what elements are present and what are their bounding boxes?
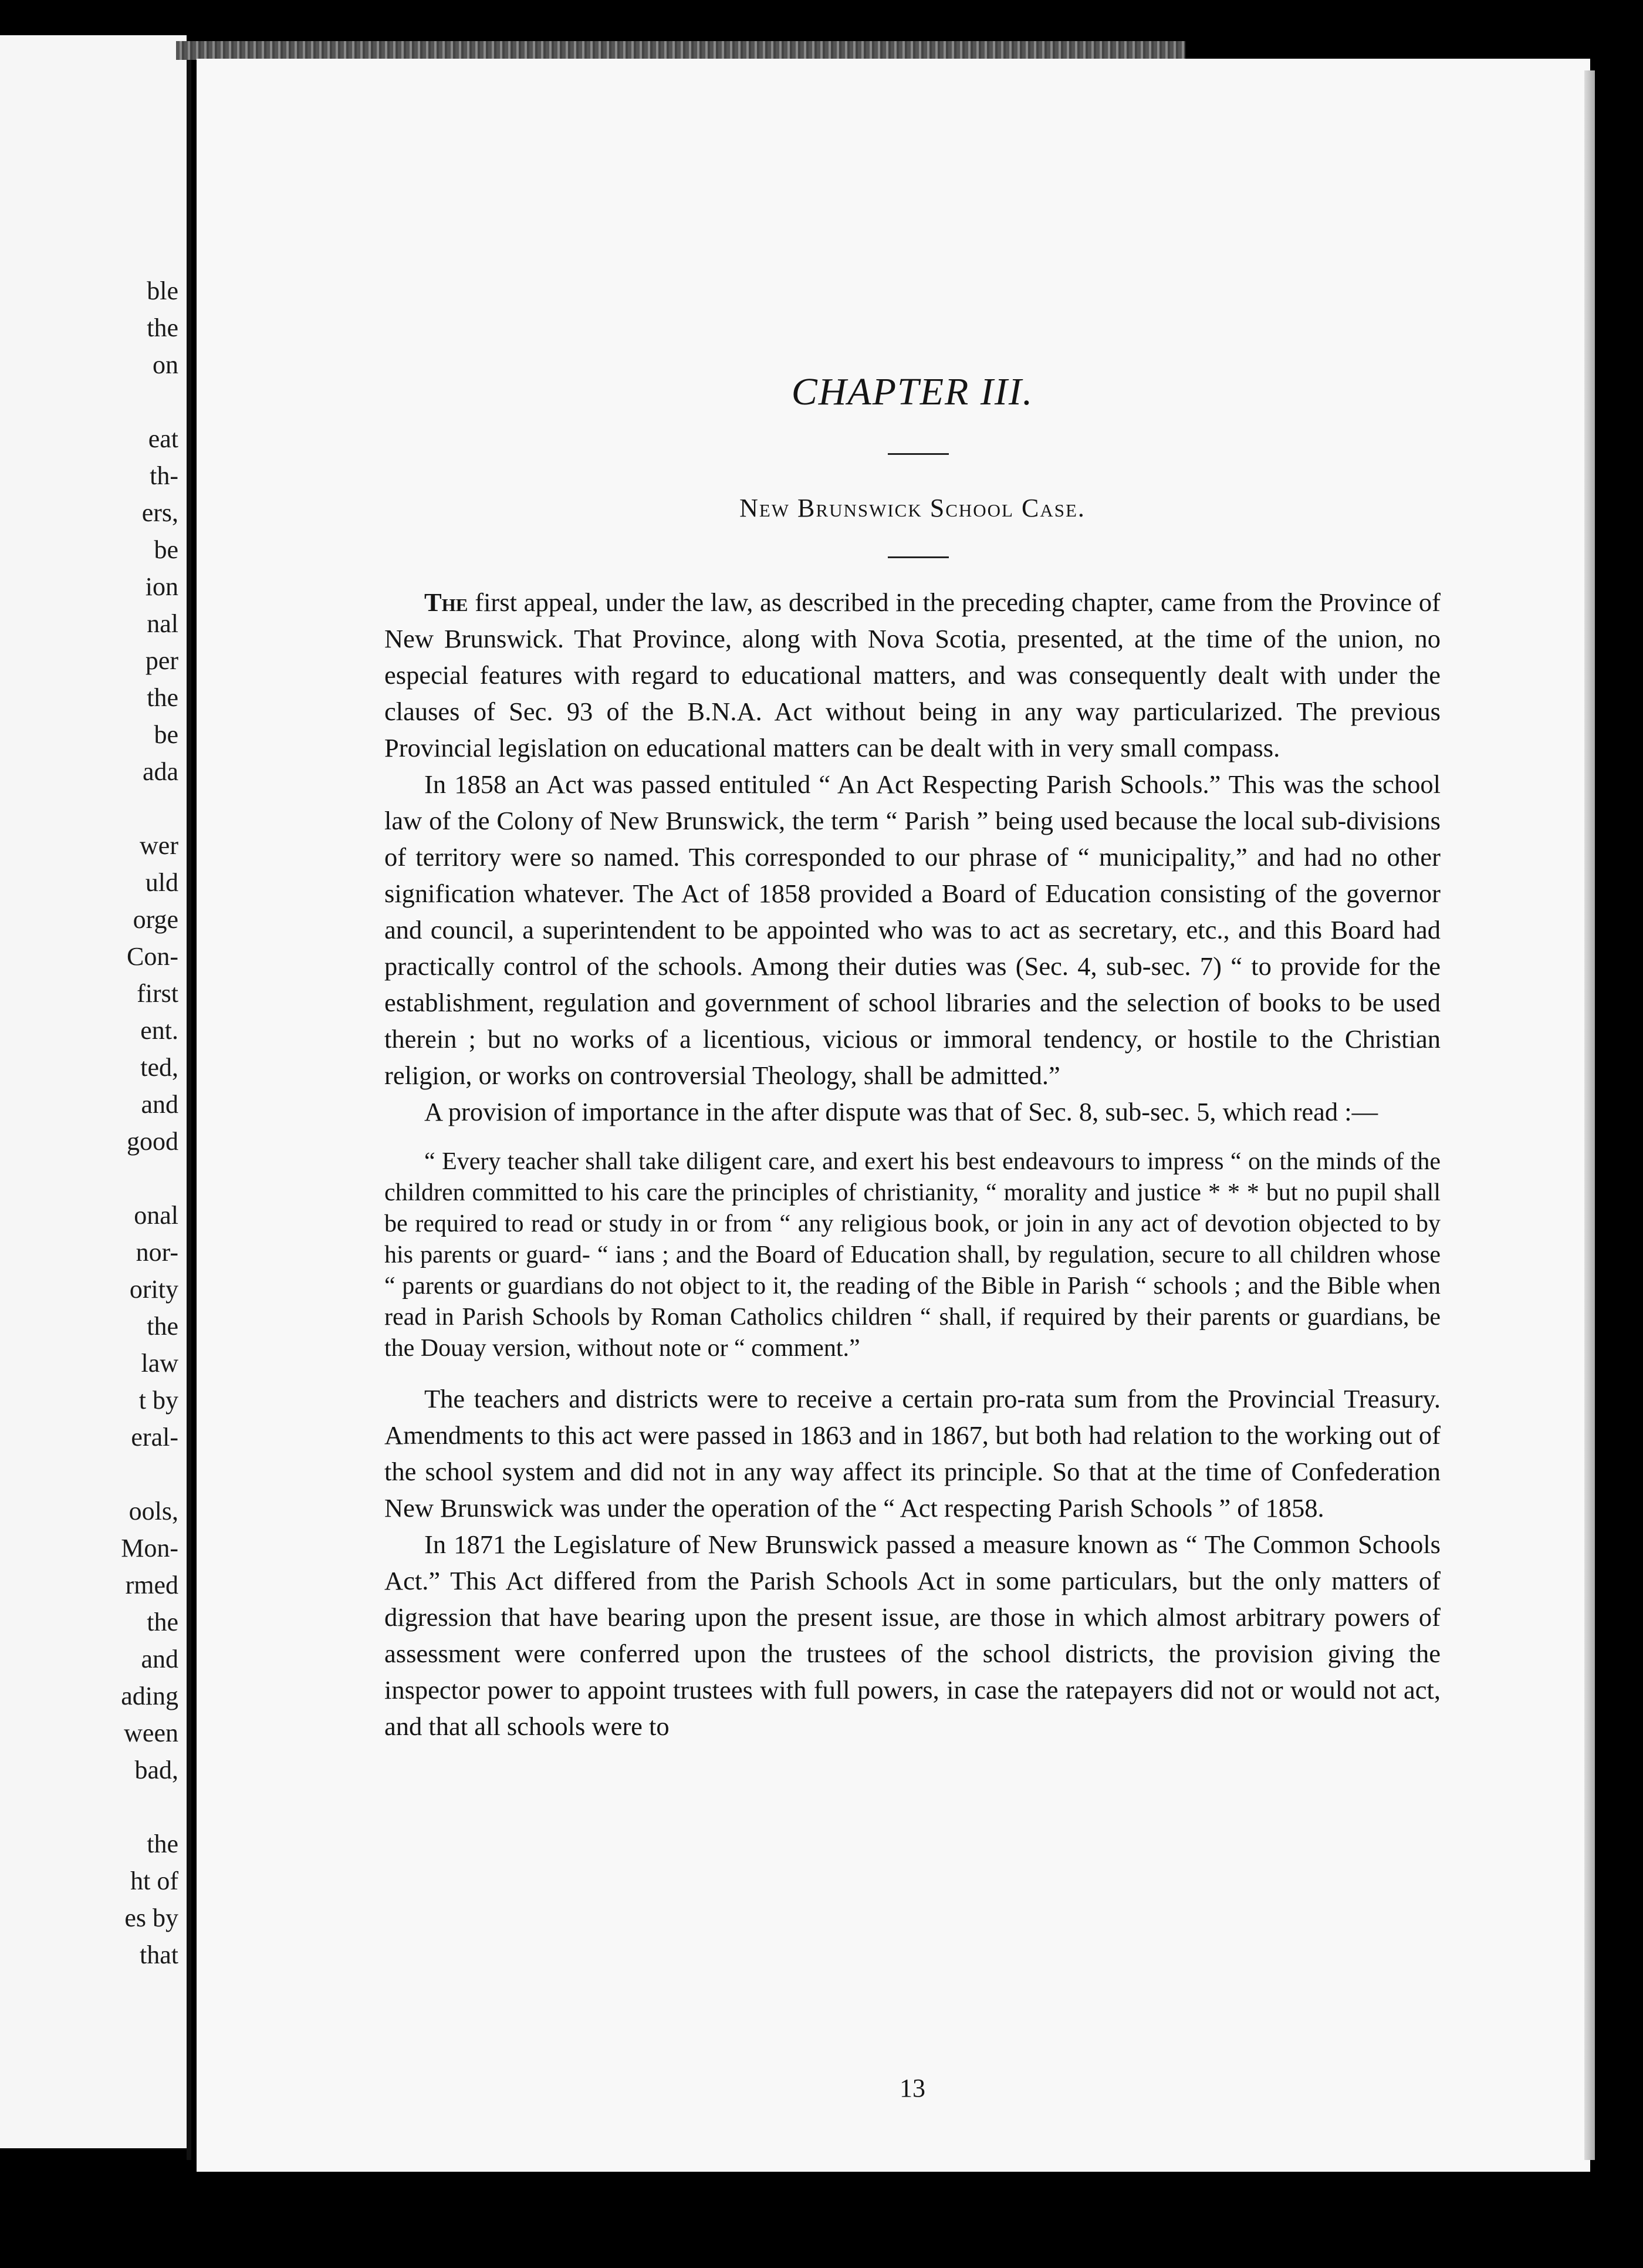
left-page-text-fragment: ading: [121, 1682, 178, 1710]
left-page-text-fragment: ers,: [141, 498, 178, 527]
book-gutter: [187, 47, 191, 2160]
book-page: [197, 59, 1590, 2172]
left-page-text-fragment: the: [147, 313, 178, 342]
body-text: [384, 584, 1441, 1744]
paragraph-lead: The: [424, 588, 468, 617]
left-page-text-fragment: the: [147, 683, 178, 712]
left-page-text-fragment: uld: [145, 868, 178, 897]
left-page-text-fragment: the: [147, 1608, 178, 1636]
left-page-text-fragment: rmed: [125, 1571, 178, 1599]
left-page-text-fragment: ent.: [140, 1016, 178, 1045]
chapter-title: CHAPTER III.: [791, 370, 1034, 413]
left-page-text-fragment: nor-: [136, 1238, 178, 1267]
left-page-text-fragment: es by: [124, 1904, 178, 1932]
left-page-text-fragment: and: [141, 1645, 178, 1673]
left-page-text-fragment: ools,: [129, 1497, 178, 1526]
block-quote: “ Every teacher shall take diligent care, and exert his best endeavours to impress “ on the minds of the children committed to his care the principles of christianity, “ morality and justice * * * but no pupil shall be required to read or study in or from “ any religious book, or join in any act of devotion objected to by his parents or guard- “ ians ; and the Board of Education shall, by regulation, secure to all children whose “ parents or guardians do not object to it, the reading of the Bible in Parish “ schools ; and the Bible when read in Parish Schools by Roman Catholics children “ shall, if required by their parents or guardians, be the Douay version, without note or “ comment.”: [384, 1148, 1441, 1362]
title-rule-top: [888, 453, 949, 455]
page-number: 13: [900, 2074, 925, 2102]
left-page-text-fragment: that: [140, 1940, 178, 1969]
left-page-text-fragment: t by: [138, 1386, 178, 1415]
left-page-text-fragment: ion: [145, 572, 178, 601]
left-page-text-fragment: be: [154, 535, 178, 564]
left-page-text-fragment: wer: [140, 831, 178, 860]
left-page-text-fragment: Mon-: [121, 1534, 178, 1562]
left-page-text-fragment: be: [154, 720, 178, 749]
left-page-text-fragment: the: [147, 1312, 178, 1341]
left-page-text-fragment: and: [141, 1090, 178, 1119]
paragraph: In 1871 the Legislature of New Brunswick passed a measure known as “ The Common Schools Act.” This Act differed from the Parish Schools Act in some particulars, but the only matters of digression that have bearing upon the present issue, are those in which almost arbitrary powers of assessment were conferred upon the trustees of the school districts, the provision giving the inspector power to appoint trustees with full powers, in case the ratepayers did not or would not act, and that all schools were to: [384, 1530, 1441, 1741]
left-page-text-fragment: ada: [142, 757, 178, 786]
left-page-text-fragment: nal: [147, 609, 178, 638]
facing-page-left: [0, 35, 187, 2148]
left-page-text-fragment: orge: [133, 905, 178, 934]
paragraph: A provision of importance in the after dispute was that of Sec. 8, sub-sec. 5, which read :—: [424, 1097, 1378, 1126]
left-page-text-fragment: law: [141, 1349, 178, 1378]
left-page-text-fragment: ht of: [130, 1867, 178, 1895]
section-title: New Brunswick School Case.: [739, 494, 1086, 522]
paragraph: In 1858 an Act was passed entituled “ An Act Respecting Parish Schools.” This was the school law of the Colony of New Brunswick, the term “ Parish ” being used because the local sub-divisions of territory were so named. This corresponded to our phrase of “ municipality,” and had no other signification whatever. The Act of 1858 provided a Board of Education consisting of the governor and council, a superintendent to be appointed who was to act as secretary, etc., and this Board had practically control of the schools. Among their duties was (Sec. 4, sub-sec. 7) “ to provide for the establishment, regulation and government of school libraries and the selection of books to be used therein ; but no works of a licentious, vicious or immoral tendency, or hostile to the Christian religion, or works on controversial Theology, shall be admitted.”: [384, 770, 1441, 1090]
left-page-text-fragment: per: [145, 646, 178, 675]
left-page-text-fragment: th-: [150, 461, 178, 490]
left-page-text-fragment: good: [127, 1127, 178, 1156]
left-page-text-fragment: ble: [147, 276, 178, 305]
left-page-text-fragment: first: [137, 979, 178, 1008]
left-page-text-fragment: eat: [148, 424, 178, 453]
left-page-text-fragment: eral-: [131, 1423, 178, 1452]
paragraph: [384, 584, 1441, 766]
left-page-text-fragment: ted,: [140, 1053, 178, 1082]
left-page-text-fragment: on: [153, 350, 178, 379]
left-page-text-fragment: ween: [124, 1719, 178, 1747]
page-stack-edge: [176, 41, 1185, 60]
page-right-edge: [1584, 70, 1595, 2160]
left-page-text-fragment: ority: [129, 1275, 178, 1304]
left-page-text-fragment: onal: [134, 1201, 178, 1230]
left-page-text-fragment: Con-: [127, 942, 178, 971]
left-page-text-fragment: bad,: [134, 1756, 178, 1784]
left-page-text-fragment: the: [147, 1830, 178, 1858]
title-rule-bottom: [888, 556, 949, 558]
paragraph-text: first appeal, under the law, as described in the preceding chapter, came from the Province of New Brunswick. That Province, along with Nova Scotia, presented, at the time of the union, no especial features with regard to educational matters, and was consequently dealt with under the clauses of Sec. 93 of the B.N.A. Act without being in any way particularized. The previous Provincial legislation on educational matters can be dealt with in very small compass.: [384, 588, 1441, 762]
paragraph: The teachers and districts were to receive a certain pro-rata sum from the Provincial Treasury. Amendments to this act were passed in 1863 and in 1867, but both had relation to the working out of the school system and did not in any way affect its principle. So that at the time of Confederation New Brunswick was under the operation of the “ Act respecting Parish Schools ” of 1858.: [384, 1384, 1441, 1523]
